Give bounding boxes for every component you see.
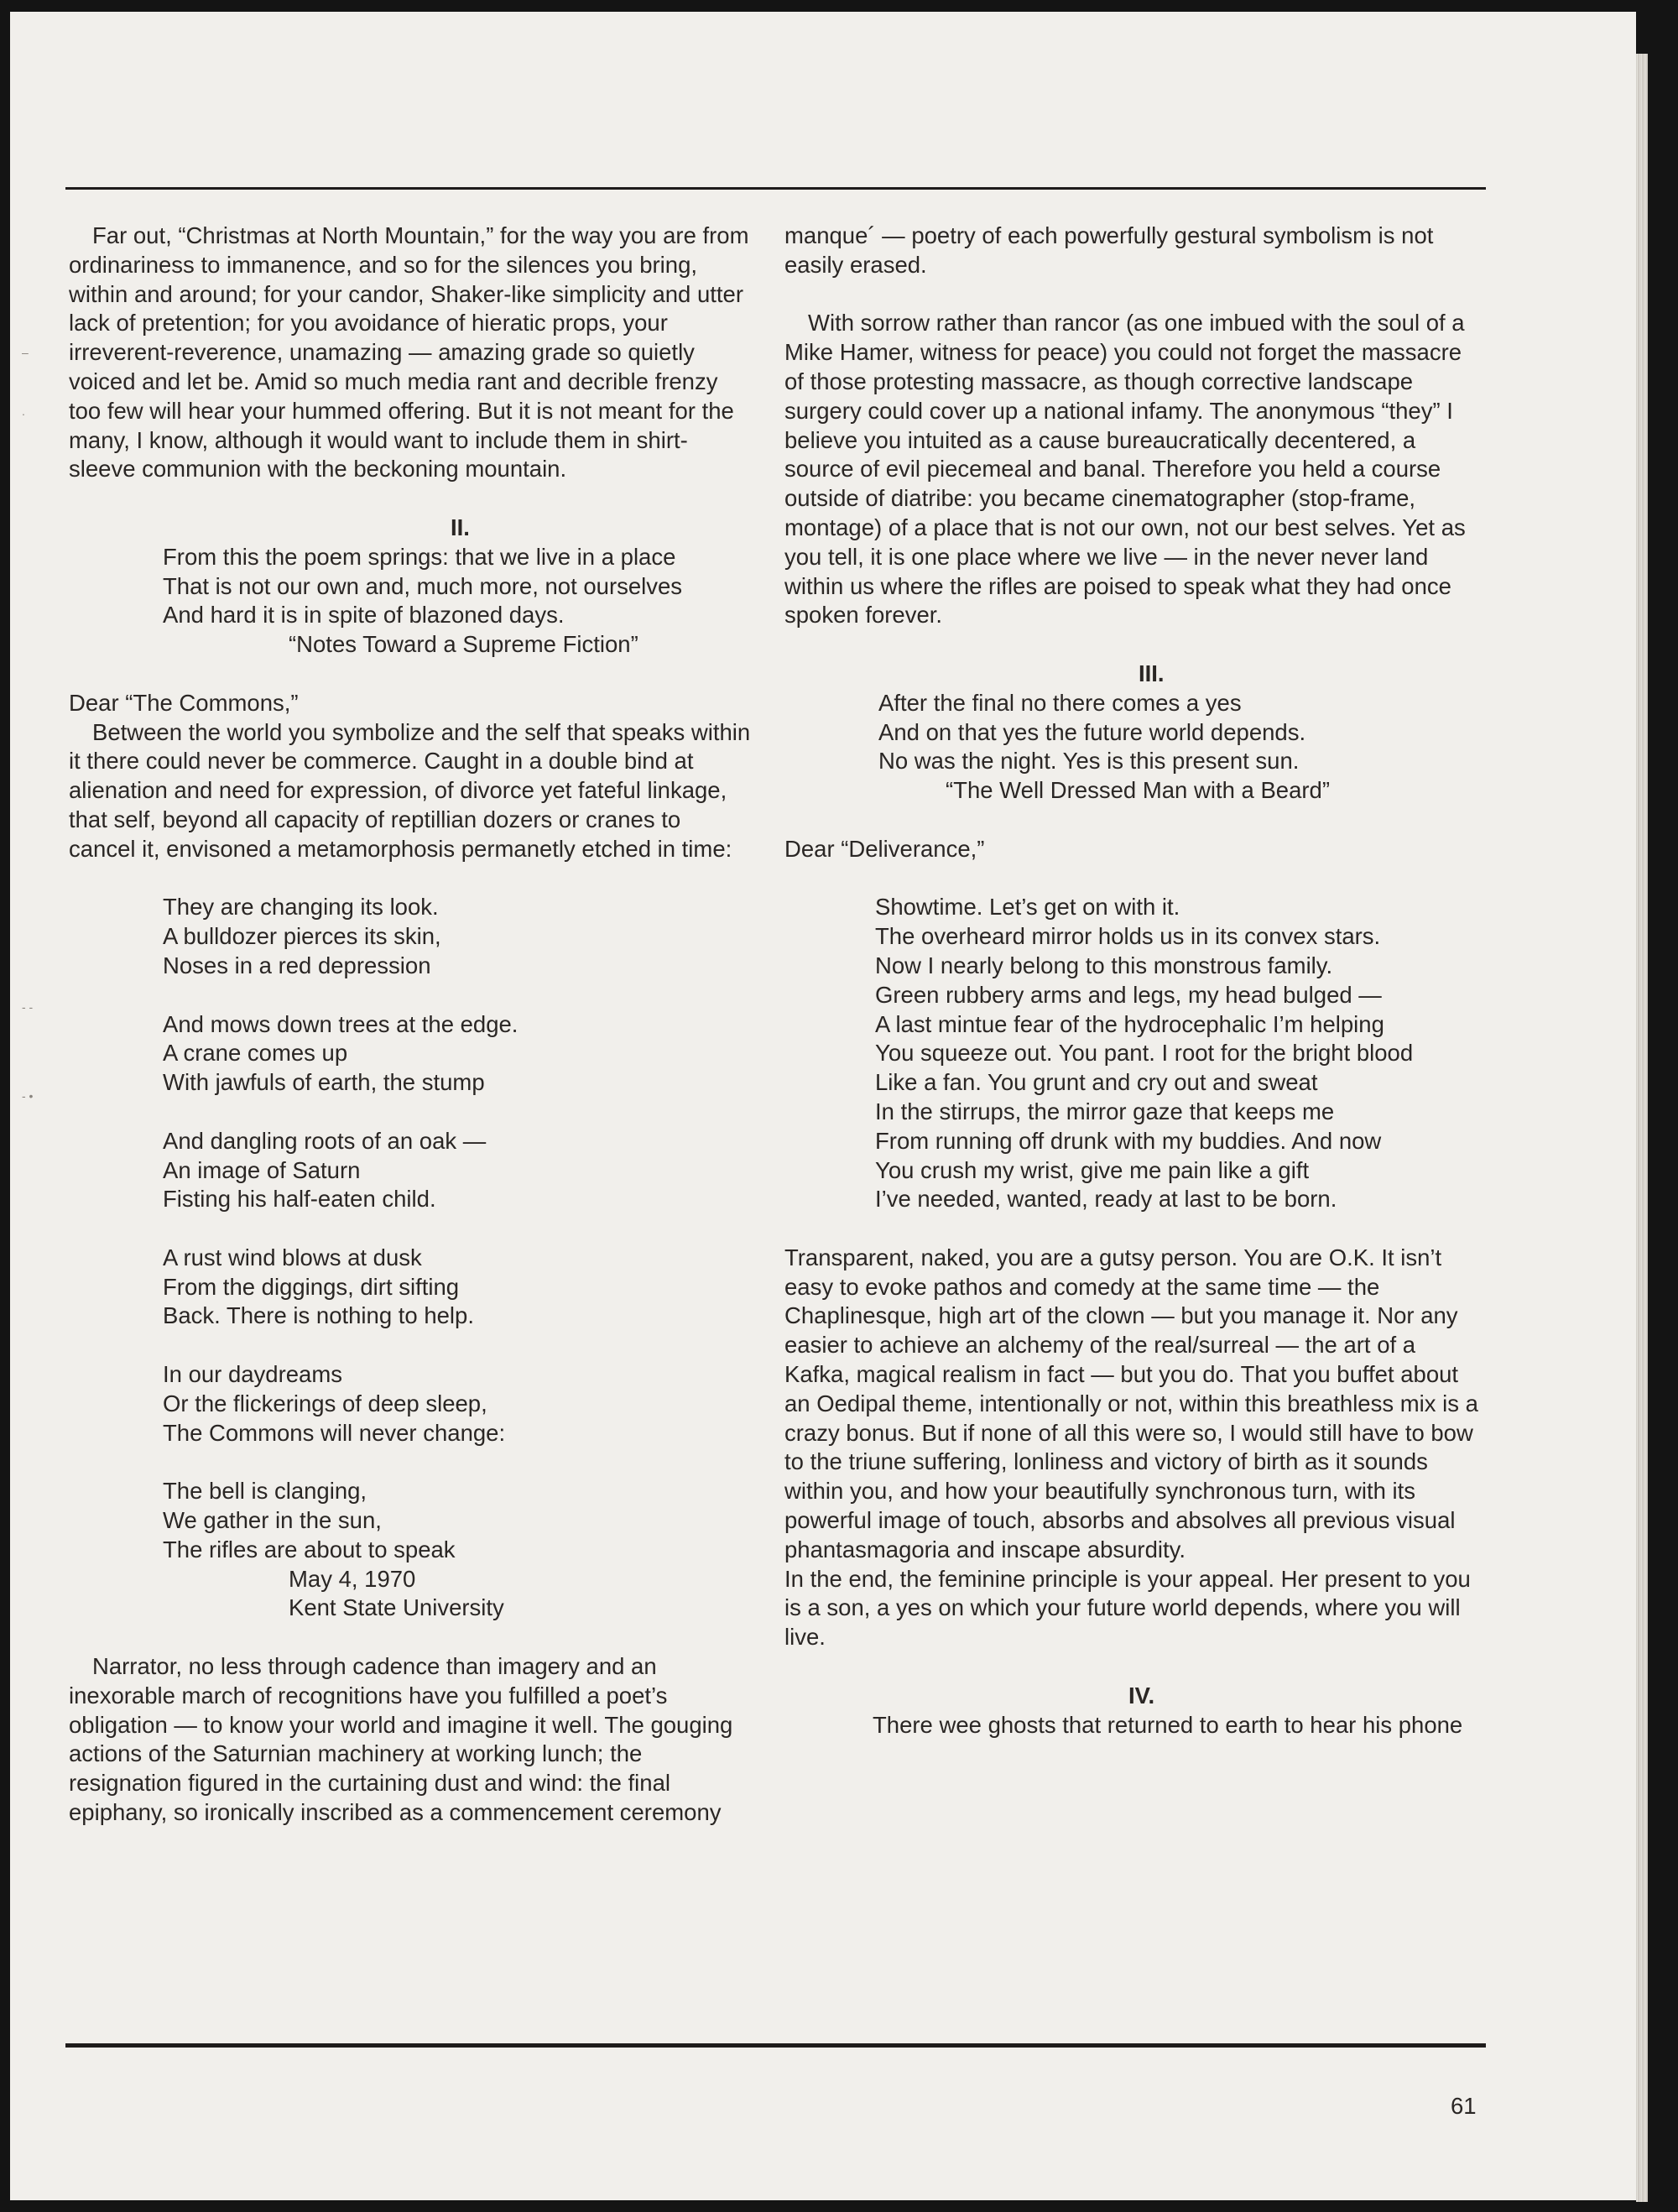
poem-line: Now I nearly belong to this monstrous family. [875, 952, 1333, 978]
margin-mark: – [22, 346, 29, 359]
poem-line: I’ve needed, wanted, ready at last to be born. [875, 1186, 1337, 1213]
poem-line: They are changing its look. [163, 894, 439, 921]
commons-paragraph: Between the world you symbolize and the self that speaks within it there could never be commerce. Caught in a double bind at alienation and need for expression, of divorce yet fateful linkage, that self, beyond all capacity of reptillian dozers or cranes to cancel it, envisoned a metamorphosis permanetly etched in time: [69, 718, 751, 862]
deliverance-poem [784, 893, 1485, 1214]
poem-line: A crane comes up [163, 1040, 348, 1067]
epigraph-line: That is not our own and, much more, not ourselves [163, 572, 683, 599]
right-column [784, 222, 1485, 1740]
poem-dateline: May 4, 1970 [289, 1565, 416, 1592]
poem-line: Fisting his half-eaten child. [163, 1186, 436, 1213]
poem-dateline: Kent State University [289, 1594, 504, 1621]
poem-line: Showtime. Let’s get on with it. [875, 894, 1180, 921]
poem-line: We gather in the sun, [163, 1507, 382, 1534]
intro-paragraph: Far out, “Christmas at North Mountain,” for the way you are from ordinariness to immanence, and so for the silences you bring, within and around; for your candor, Shaker-like simplicity and utter lack of pretention; for you avoidance of hieratic props, your irreverent-reverence, unamazing — amazing grade so quietly voiced and let be. Amid so much media rant and decrible frenzy too few will hear your hummed offering. But it is not meant for the many, I know, although it would want to include them in shirt-sleeve communion with the beckoning mountain. [69, 222, 749, 483]
poem-line: The Commons will never change: [163, 1419, 506, 1446]
epigraph-line: And on that yes the future world depends. [878, 718, 1306, 745]
feminine-paragraph: In the end, the feminine principle is your appeal. Her present to you is a son, a yes on which your future world depends, where you will live. [784, 1565, 1471, 1651]
commons-poem [69, 893, 753, 1623]
poem-line: Or the flickerings of deep sleep, [163, 1390, 487, 1416]
top-rule [65, 187, 1486, 190]
section-heading-ii: II. [451, 514, 470, 540]
bottom-rule [65, 2043, 1486, 2048]
poem-line: Back. There is nothing to help. [163, 1302, 474, 1329]
epigraph-line: From this the poem springs: that we live in a place [163, 543, 676, 570]
poem-line: A bulldozer pierces its skin, [163, 923, 441, 950]
poem-line: Like a fan. You grunt and cry out and sweat [875, 1069, 1318, 1096]
poem-line: A last mintue fear of the hydrocephalic I’m helping [875, 1010, 1384, 1037]
epigraph-source: “Notes Toward a Supreme Fiction” [289, 631, 638, 658]
poem-line: From the diggings, dirt sifting [163, 1273, 460, 1300]
poem-line: In our daydreams [163, 1361, 342, 1388]
poem-line: From running off drunk with my buddies. And now [875, 1127, 1382, 1154]
section-heading-iii: III. [1139, 660, 1165, 686]
section-heading-iv: IV. [1128, 1682, 1155, 1709]
epigraph-iv [784, 1711, 1485, 1740]
poem-line: A rust wind blows at dusk [163, 1244, 422, 1270]
page-number: 61 [1451, 2093, 1477, 2119]
poem-line: An image of Saturn [163, 1156, 361, 1183]
transparent-paragraph: Transparent, naked, you are a gutsy person. You are O.K. It isn’t easy to evoke pathos and comedy at the same time — the Chaplinesque, high art of the clown — but you manage it. Nor any easier to achieve an alchemy of the real/surreal — the art of a Kafka, magical realism in fact — but you do. That you buffet about an Oedipal theme, intentionally or not, within this breathless mix is a crazy bonus. But if none of all this were so, I would still have to bow to the triune suffering, lonliness and victory of birth as it sounds within you, and how your beautifully synchronous turn, with its powerful image of touch, absorbs and absolves all previous visual phantasmagoria and inscape absurdity. [784, 1244, 1478, 1562]
epigraph-line: After the final no there comes a yes [878, 689, 1242, 716]
poem-line: And mows down trees at the edge. [163, 1010, 519, 1037]
margin-mark: - • [22, 1089, 34, 1103]
salutation-commons: Dear “The Commons,” [69, 689, 299, 716]
poem-line: You crush my wrist, give me pain like a gift [875, 1156, 1310, 1183]
epigraph-line: And hard it is in spite of blazoned days. [163, 602, 565, 629]
page-edges [1636, 54, 1648, 2202]
margin-mark: . [22, 404, 25, 418]
poem-line: You squeeze out. You pant. I root for the bright blood [875, 1040, 1414, 1067]
epigraph-source: “The Well Dressed Man with a Beard” [946, 777, 1330, 804]
sorrow-paragraph: With sorrow rather than rancor (as one imbued with the soul of a Mike Hamer, witness for peace) you could not forget the massacre of those protesting massacre, as though corrective landscape surgery could cover up a national infamy. The anonymous “they” I believe you intuited as a cause bureaucratically decentered, a source of evil piecemeal and banal. Therefore you held a course outside of diatribe: you became cinematographer (stop-frame, montage) of a place that is not our own, not our best selves. Yet as you tell, it is one place where we live — in the never never land within us where the rifles are poised to speak what they had once spoken forever. [784, 310, 1466, 629]
epigraph-ii [69, 543, 753, 660]
poem-line: Green rubbery arms and legs, my head bulged — [875, 981, 1382, 1008]
poem-line: The rifles are about to speak [163, 1536, 456, 1562]
poem-line: The bell is clanging, [163, 1478, 367, 1505]
magazine-page [10, 12, 1636, 2200]
salutation-deliverance: Dear “Deliverance,” [784, 835, 985, 862]
narrator-paragraph: Narrator, no less through cadence than imagery and an inexorable march of recognitions have you fulfilled a poet’s obligation — to know your world and imagine it well. The gouging actions of the Saturnian machinery at working lunch; the resignation figured in the curtaining dust and wind: the final epiphany, so ironically inscribed as a commencement ceremony [69, 1653, 733, 1826]
epigraph-iii [784, 689, 1485, 806]
epigraph-line: There wee ghosts that returned to earth to hear his phone [873, 1711, 1463, 1738]
continuation-text: manque´ — poetry of each powerfully gestural symbolism is not easily erased. [784, 222, 1434, 278]
poem-line: With jawfuls of earth, the stump [163, 1069, 485, 1096]
poem-line: The overheard mirror holds us in its convex stars. [875, 923, 1381, 950]
poem-line: Noses in a red depression [163, 952, 431, 978]
poem-line: In the stirrups, the mirror gaze that keeps me [875, 1098, 1335, 1124]
margin-mark: - - [22, 1000, 34, 1014]
epigraph-line: No was the night. Yes is this present sun. [878, 748, 1300, 775]
left-column [69, 222, 753, 1828]
poem-line: And dangling roots of an oak — [163, 1127, 487, 1154]
